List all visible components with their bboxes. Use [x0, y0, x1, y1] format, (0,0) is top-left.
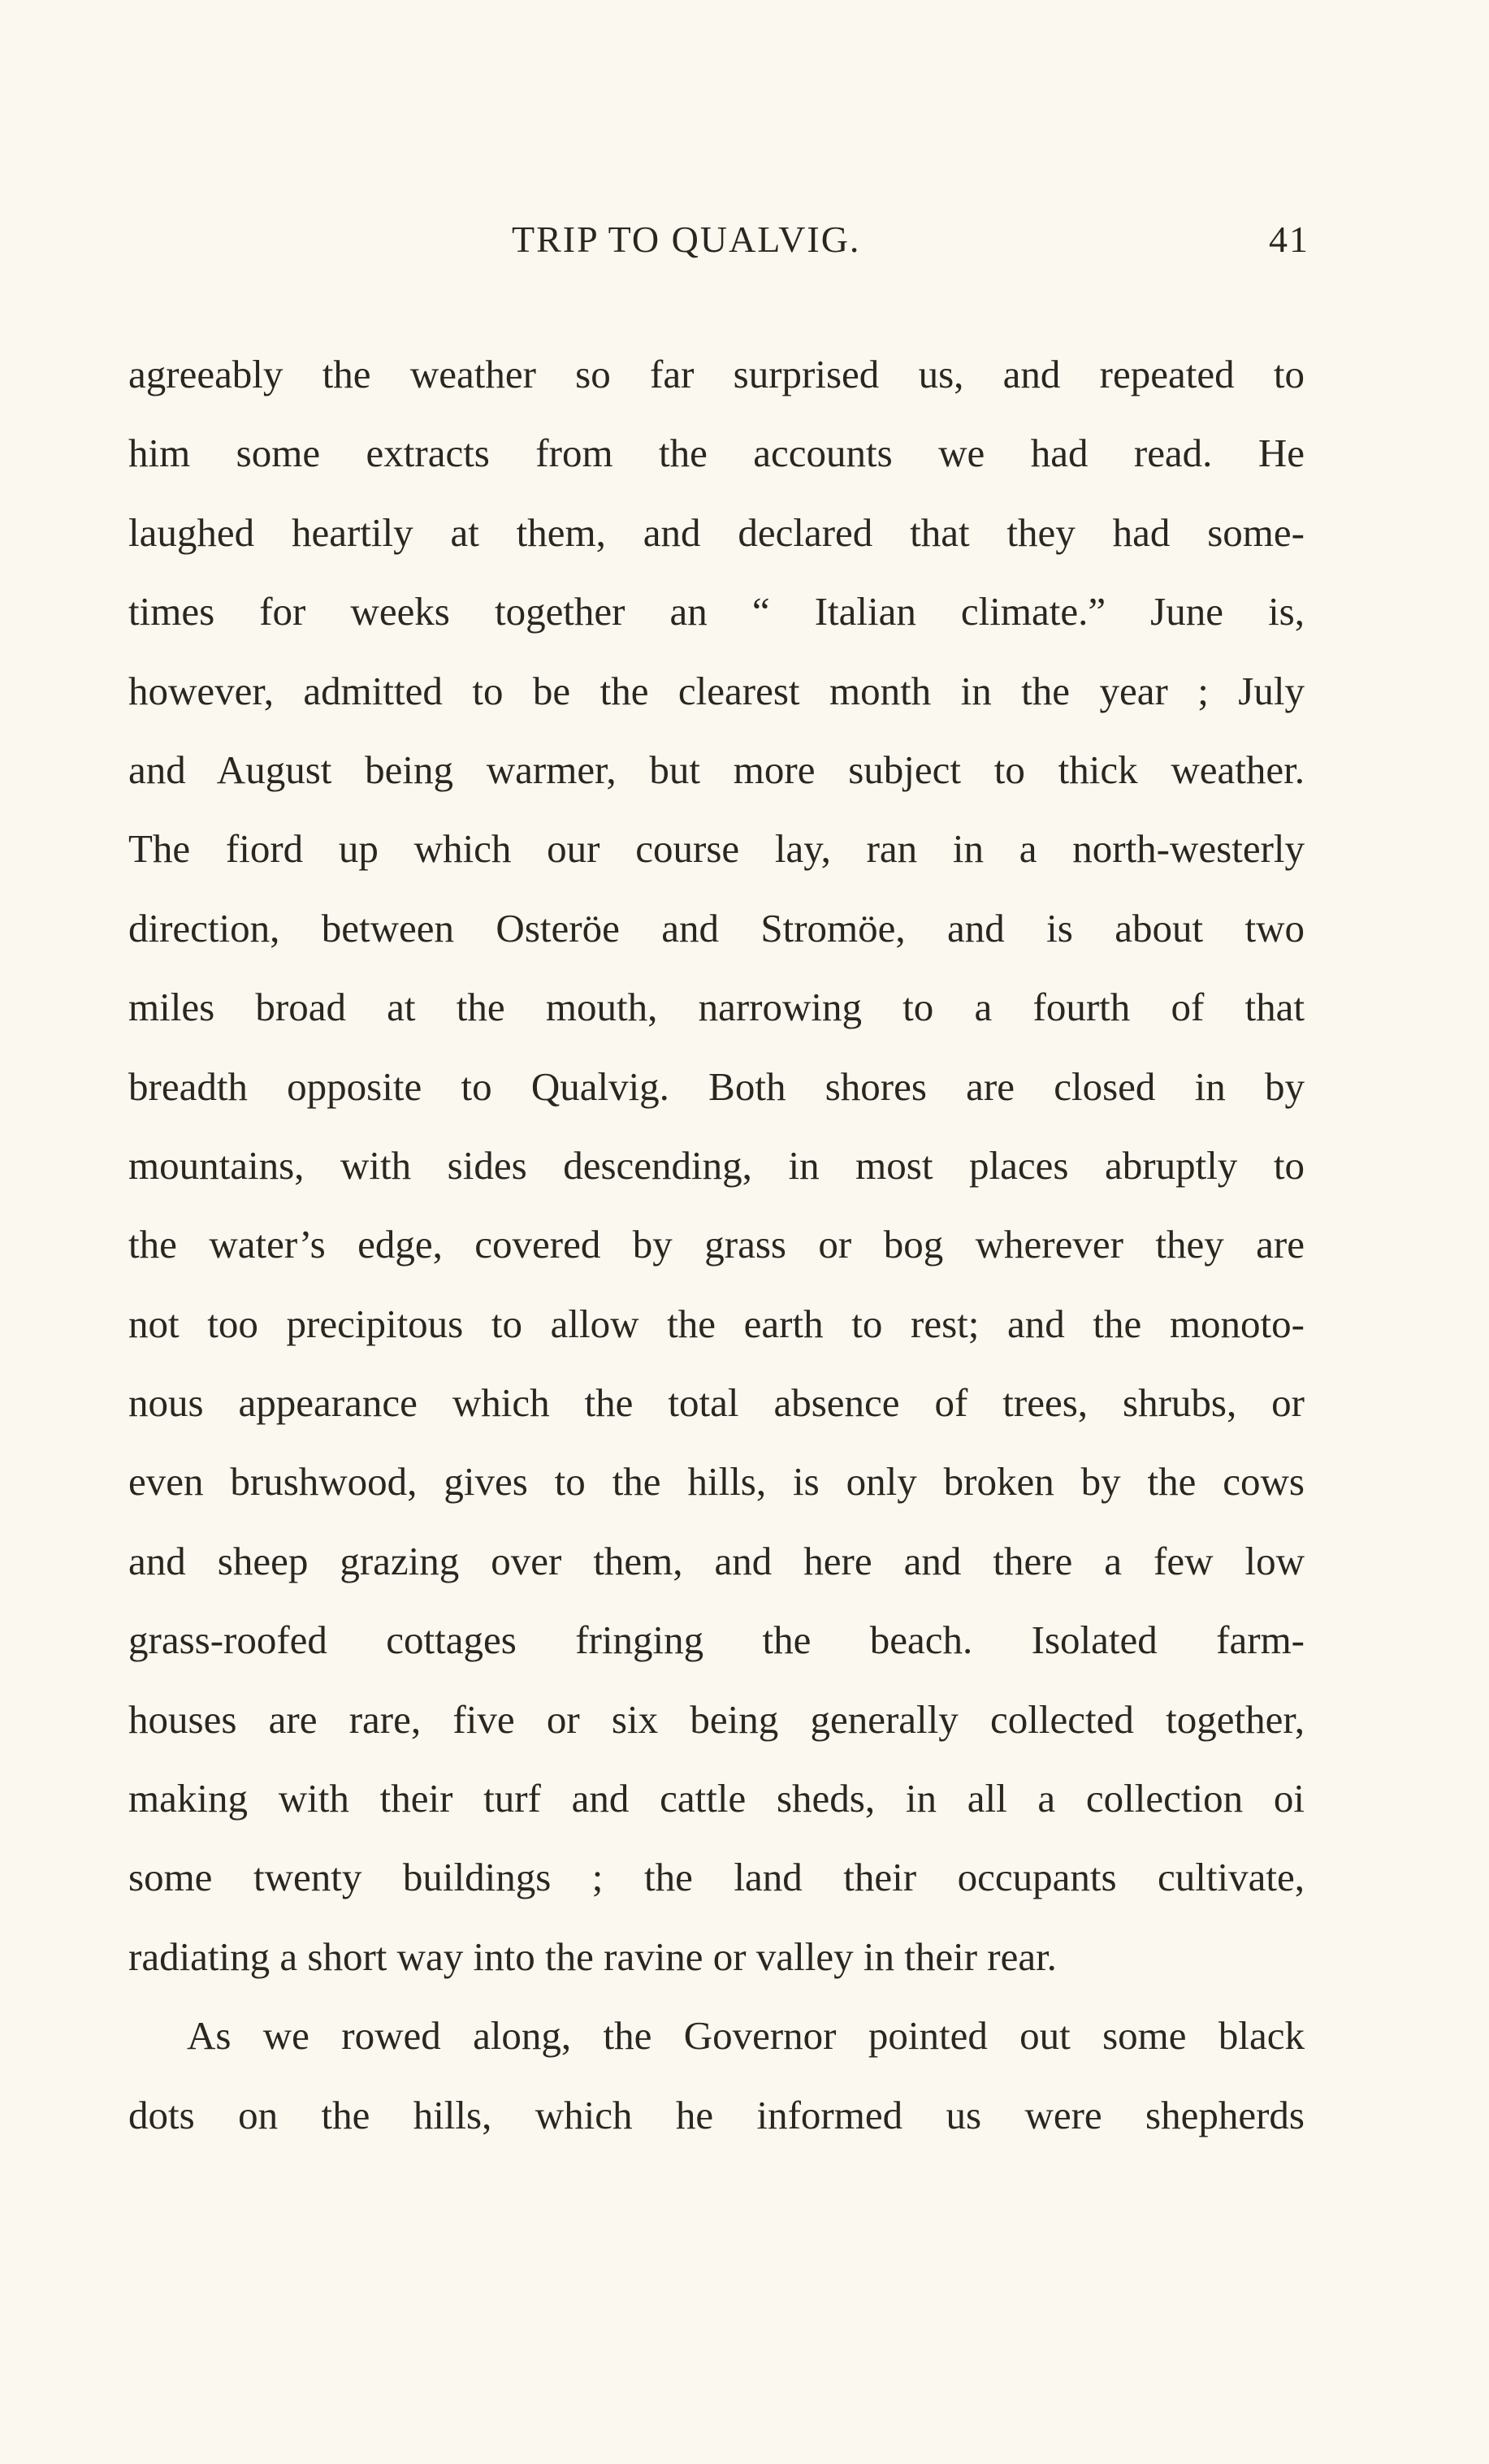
page-number: 41 — [1269, 219, 1309, 260]
text-line: grass-roofed cottages fringing the beach. Isolated farm- — [128, 1617, 1305, 1663]
text-line: direction, between Osteröe and Stromöe, and is about two — [128, 905, 1305, 951]
text-line: and August being warmer, but more subject to thick weather. — [128, 747, 1305, 792]
text-line: breadth opposite to Qualvig. Both shores are closed in by — [128, 1063, 1305, 1109]
text-line: nous appearance which the total absence of trees, shrubs, or — [128, 1380, 1305, 1426]
running-title: TRIP TO QUALVIG. — [512, 219, 861, 260]
text-line: however, admitted to be the clearest month in the year ; July — [128, 668, 1305, 713]
text-line: him some extracts from the accounts we had read. He — [128, 431, 1305, 476]
text-line: dots on the hills, which he informed us were shepherds — [128, 2092, 1305, 2137]
text-line: making with their turf and cattle sheds, in all a collection oi — [128, 1776, 1305, 1821]
text-line: some twenty buildings ; the land their occupants cultivate, — [128, 1855, 1305, 1900]
text-line: and sheep grazing over them, and here and there a few low — [128, 1538, 1305, 1583]
paragraph-end-line: radiating a short way into the ravine or valley in their rear. — [128, 1934, 1057, 1979]
text-line: even brushwood, gives to the hills, is only broken by the cows — [128, 1459, 1305, 1505]
text-line: The fiord up which our course lay, ran in a north-westerly — [128, 826, 1305, 872]
text-line: not too precipitous to allow the earth to rest; and the monoto- — [128, 1301, 1305, 1346]
text-line: mountains, with sides descending, in most places abruptly to — [128, 1142, 1305, 1188]
paragraph-start-line: As we rowed along, the Governor pointed out some black — [187, 2013, 1305, 2059]
running-head — [122, 218, 1324, 275]
text-line: times for weeks together an “ Italian climate.” June is, — [128, 589, 1305, 634]
text-line: the water’s edge, covered by grass or bog wherever they are — [128, 1222, 1305, 1267]
text-line: houses are rare, five or six being generally collected together, — [128, 1696, 1305, 1742]
body-text — [128, 335, 1305, 2154]
text-line: miles broad at the mouth, narrowing to a fourth of that — [128, 985, 1305, 1030]
text-line: agreeably the weather so far surprised us, and repeated to — [128, 352, 1305, 396]
text-line: laughed heartily at them, and declared that they had some- — [128, 509, 1305, 555]
